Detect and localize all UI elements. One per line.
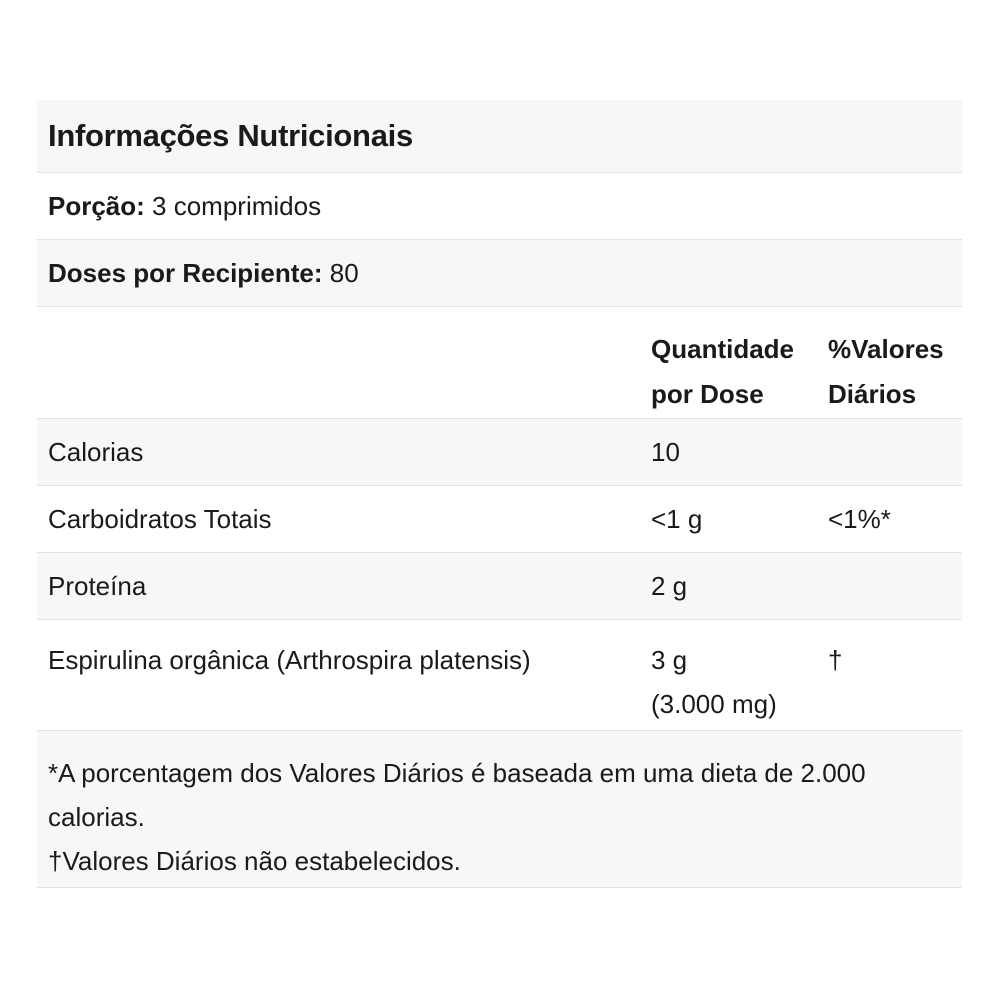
table-row <box>37 620 962 731</box>
serving-size-row <box>37 173 962 240</box>
header-amount-line1: Quantidade <box>651 334 795 364</box>
servings-per-container-value: 80 <box>322 257 359 288</box>
table-header-row <box>37 307 962 419</box>
table-row <box>37 553 962 620</box>
footnotes <box>37 731 962 888</box>
serving-size-label: Porção: <box>48 190 145 221</box>
nutrient-daily-value: <1%* <box>828 503 891 534</box>
nutrition-facts-panel <box>37 100 962 888</box>
nutrient-name: Proteína <box>48 570 147 601</box>
panel-title: Informações Nutricionais <box>48 118 413 153</box>
table-row <box>37 486 962 553</box>
nutrient-name: Espirulina orgânica (Arthrospira platensis) <box>48 645 531 675</box>
footnote-not-established: †Valores Diários não estabelecidos. <box>48 846 461 876</box>
nutrient-amount <box>639 638 818 726</box>
nutrient-daily-value: † <box>828 645 843 675</box>
header-daily-value-line1: %Valores <box>828 334 944 364</box>
header-amount-line2: por Dose <box>651 379 764 409</box>
header-daily-value-line2: Diários <box>828 379 917 409</box>
nutrient-amount: 10 <box>651 436 680 467</box>
header-daily-value-cell <box>818 327 962 417</box>
table-row <box>37 419 962 486</box>
nutrient-amount-line2: (3.000 mg) <box>651 689 777 719</box>
servings-per-container-row <box>37 240 962 307</box>
nutrient-name: Calorias <box>48 436 144 467</box>
nutrient-amount: <1 g <box>651 503 703 534</box>
title-row <box>37 100 962 173</box>
footnote-daily-value-basis: *A porcentagem dos Valores Diários é baseada em uma dieta de 2.000 calorias. <box>48 758 866 832</box>
nutrient-amount: 2 g <box>651 570 688 601</box>
nutrient-name: Carboidratos Totais <box>48 503 272 534</box>
serving-size-value: 3 comprimidos <box>144 190 322 221</box>
header-amount-cell <box>639 327 818 417</box>
servings-per-container-label: Doses por Recipiente: <box>48 257 323 288</box>
nutrient-amount-line1: 3 g <box>651 645 688 675</box>
